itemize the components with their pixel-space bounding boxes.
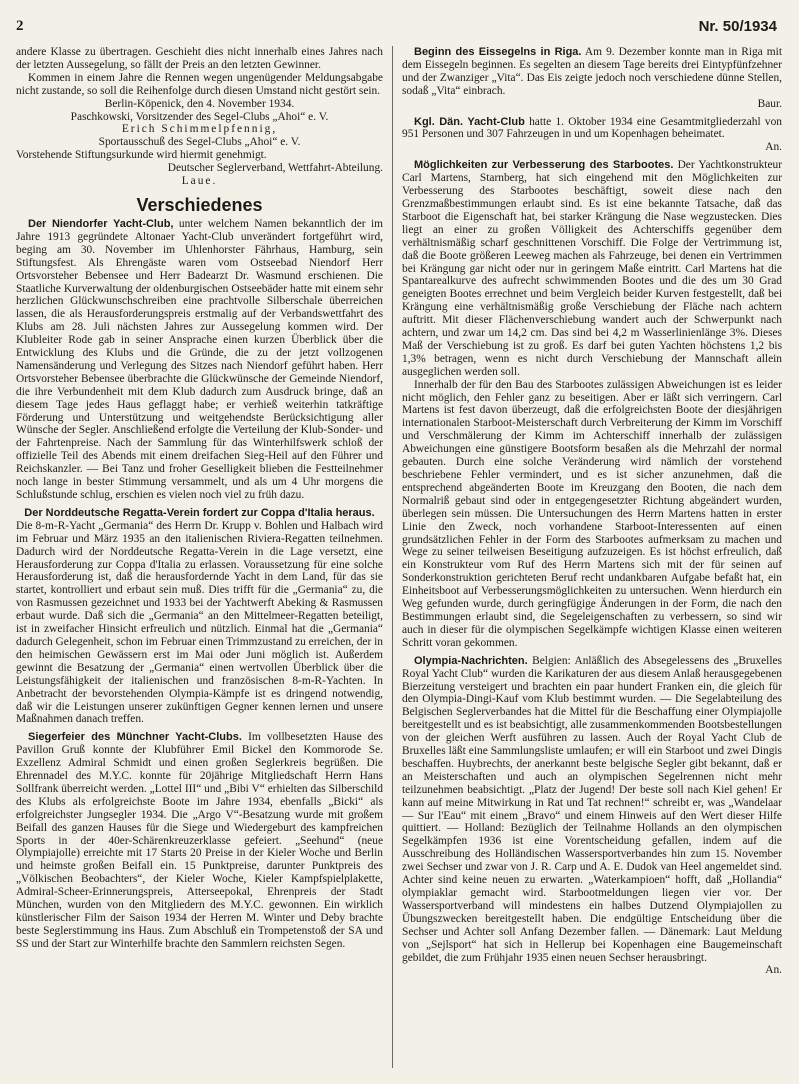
article-head-riga: Beginn des Eissegelns in Riga. bbox=[414, 46, 582, 58]
intro-paragraph-2: Kommen in einem Jahre die Rennen wegen ungenügender Meldungsabgabe nicht zustande, so soll die Reihenfolge durch diesen Umstand nicht gestört sein. bbox=[16, 71, 383, 97]
article-body-starboot-2: Innerhalb der für den Bau des Starbootes zulässigen Abweichungen ist es leider nicht möglich, den Fehler ganz zu beseitigen. Aber er läßt sich verringern. Carl Martens ist fest davon überzeugt, daß die erfolgreichsten Boote der diesjährigen internationalen Starboot-Meisterschaft durch Verbreiterung der Kimm im Vorschiff und Verschmälerung der Kimm im Achterschiff innerhalb der zulässigen Abweichungen eine günstigere Bootsform besaßen als die Mehrzahl der normal gebauten. Durch eine solche Veränderung wird nämlich der vorstehend beschriebene Fehler vermindert, und es ist sicher anzunehmen, daß die entsprechend abgeänderten Boote im Kreuzgang den Booten, die nach dem Normalriß gebaut sind oder in entgegengesetzter Richtung abgeändert wurden, überlegen sein müssen. Die Untersuchungen des Herrn Martens hatten in erster Linie den Zweck, noch vorhandene Starboot-Interessenten auf einen grundsätzlichen Fehler in der Form des Starbootes aufmerksam zu machen und Wege zu seiner teilweisen Beseitigung aufzuzeigen. Es ist höchst erfreulich, daß ein Konstrukteur vom Ruf des Herrn Martens sich mit der für seinen auf Sonderkonstruktion gerichteten Beruf recht undankbaren Aufgabe befaßt hat, ein Einheitsboot auf Verbesserungsmöglichkeiten zu untersuchen. Wenn hierdurch ein Weg gefunden wurde, durch geringfügige Änderungen in der Form, die nach den Bestimmungen erlaubt sind, die Segeleigenschaften zu verbessern, so sind wir auch in dieser für die olympischen Segelkämpfe wichtigen Klasse einen weiteren Schritt voran gekommen. bbox=[402, 378, 782, 649]
article-body-niendorf: unter welchem Namen bekanntlich der im Jahre 1913 gegründete Altonaer Yacht-Club unverändert fortgeführt wird, beging am 30. November im Uhlenhorster Fährhaus, Hamburg, sein Stiftungsfest. Als Ehrengäste waren vom Ostseebad Niendorf Herr Ortsvorsteher Bebensee und Herr Badearzt Dr. Wasmund erschienen. Die Staatliche Kurverwaltung der oldenburgischen Ostseebäder hatte mit einem sehr herzlichen Glückwunschschreiben eine prachtvolle Silberschale überreichen lassen, die als Herausforderungspreis erstmalig auf der Verbandswettfahrt des Klubs am 28. Juli nächsten Jahres zur Aussegelung kommen wird. Der Klubleiter Rode gab in seiner Ansprache einen kurzen Überblick über die Entwicklung des Klubs und die Gründe, die zu der jetzt vollzogenen Namensänderung und Verlegung des Sitzes nach Niendorf geführt haben. Herr Ortsvorsteher Bebensee überbrachte die Glückwünsche der Gemeinde Niendorf, die ihre Verbundenheit mit dem Klub dadurch zum Ausdruck bringe, daß an diesem Tage jedes Haus geflaggt habe; er verhieß weiterhin tatkräftige Förderung und Unterstützung und weitgehendste Berücksichtigung aller Wünsche der Segler. Anschließend erfolgte die Verteilung der Klub-Sonder- und der Fahrtenpreise. Nach der Sammlung für das Winterhilfswerk schloß der offizielle Teil des Abends mit einem dreifachen Sieg-Heil auf den Führer und Reichskanzler. — Bei Tanz und froher Geselligkeit blieben die Festteilnehmer noch lange in bester Stimmung versammelt, und als um 4 Uhr morgens die Schlußstunde schlug, erschien es vielen noch viel zu früh dazu. bbox=[16, 217, 383, 501]
article-head-kopenhagen: Kgl. Dän. Yacht-Club bbox=[414, 115, 525, 128]
intro-paragraph: andere Klasse zu übertragen. Geschieht dies nicht innerhalb eines Jahres nach der letzten Aussegelung, so fällt der Preis an den letzten Gewinner. bbox=[16, 46, 383, 71]
issue-number: Nr. 50/1934 bbox=[698, 18, 777, 35]
article-body-olympia: Belgien: Anläßlich des Absegelessens des „Bruxelles Royal Yacht Club“ wurden die Karikaturen der aus diesem Anlaß herausgegebenen Bierzeitung versteigert und brachten ein paar hundert Franken ein, die gleich für den Olympia-Dingi-Kauf vom Klub bestimmt wurden. — Die Segelabteilung des Belgischen Seglerverbandes hat die Mittel für die Beschaffung einer Olympiajolle bereitgestellt und es ist beabsichtigt, alle zusammenkommenden Bootsbestellungen von der gleichen Werft ausführen zu lassen. Auch der Royal Yacht Club de Bruxelles läßt eine Sammlungsliste umlaufen; er will ein Starboot und zwei Dingis beschaffen. Huybrechts, der anerkannt beste belgische Segler gibt bekannt, daß er an Meisterschaften und auch an olympischen Segelrennen nicht mehr teilzunehmen beabsichtigt. „Platz der Jugend! Der beste soll nach Kiel gehen! Er kann auf meine Mitwirkung in Rat und Tat rechnen!“ schreibt er, was „Wandelaar — Sur l'Eau“ mit einem „Bravo“ und einem Hinweis auf den Wert dieser Hilfe quittiert. — Holland: Bezüglich der Teilnahme Hollands an den olympischen Segelkämpfen 1936 ist eine Vorentscheidung gefallen, indem auf die Ausschreibung des Holländischen Wassersportverbandes hin zum 15. November zwei Sechser und zwar von J. R. Carp und A. E. Dudok van Heel angemeldet sind. Achter sind keine neuen zu erwarten. „Waterkampioen“ hofft, daß „Hollandia“ olympiaklar gemacht wird. Starbootmeldungen liegen vier vor. Der Wassersportverband will mindestens ein halbes Dutzend Olympiajollen zu Übungszwecken bereitgestellt haben. Die endgültige Entscheidung über die Sechser und Achter soll Anfang Dezember fallen. — Dänemark: Laut Meldung von „Sejlsport“ hat sich in Hellerup bei Kopenhagen eine Baugemeinschaft gebildet, die zum Frühjahr 1935 einen neuen Sechser herausbringt. bbox=[402, 654, 782, 964]
signature-an-1: An. bbox=[765, 141, 782, 154]
article-body-kopenhagen: hatte 1. Oktober 1934 eine Gesamtmitgliederzahl von 951 Personen und 307 Fahrzeugen in und um Kopenhagen beheimatet. bbox=[402, 115, 782, 141]
section-title: Verschiedenes bbox=[136, 194, 263, 215]
article-body-muenchen: Im vollbesetzten Hause des Pavillon Gruß konnte der Klubführer Emil Bickel den Kommorode Se. Exzellenz Admiral Schmidt und einen großen Seglerkreis begrüßen. Die Ehrennadel des M.Y.C. konnte für 20jährige Mitgliedschaft Herrn Hans Sollfrank überreicht werden. „Lottel III“ und „Bibi V“ erhielten das Silberschild des Klubs als erfolgreichste Boote im Jahre 1934, ebenfalls „Bicki“ als erfolgreichster Jungsegler 1934. Die „Argo V“-Besatzung wurde mit großem Beifall des ganzen Hauses für die Siege und Wiedergeburt des kampfreichen Sports in der 40er-Schärenkreuzerklasse gefeiert. „Seehund“ (neue Olympiajolle) erreichte mit 17 Starts 20 Preise in der Kieler Woche und Berlin und heimste großen Beifall ein. 15 Punktpreise, darunter Punktpreis des „Völkischen Beobachters“, der Kieler Woche, Kieler Kampfspielplakette, Admiral-Scheer-Erinnerungspreis, Atterseepokal, Ehrenpreis der Stadt München, wurden von den Mitgliedern des M.Y.C. gewonnen. Ein wirklich künstlerischer Film der Saison 1934 der Herren M. Winter und Deby brachte beste Seglerstimmung ins Haus. Zum Abschluß ein Trompetenstoß der SA und SS und der Start zur Winterhilfe brachte den Sammlern reichsten Segen. bbox=[16, 731, 383, 950]
signature-4: Deutscher Seglerverband, Wettfahrt-Abteilung. bbox=[167, 162, 383, 175]
left-column bbox=[16, 46, 383, 951]
page-number: 2 bbox=[16, 18, 24, 34]
signature-2: Erich Schimmelpfennig, bbox=[121, 123, 278, 136]
article-head-starboot: Möglichkeiten zur Verbesserung des Starbootes. bbox=[414, 159, 674, 172]
place-date: Berlin-Köpenick, den 4. November 1934. bbox=[104, 97, 295, 110]
article-head-niendorf: Der Niendorfer Yacht-Club, bbox=[28, 217, 174, 230]
article-head-olympia: Olympia-Nachrichten. bbox=[414, 654, 528, 667]
article-head-muenchen: Siegerfeier des Münchner Yacht-Clubs. bbox=[28, 731, 242, 744]
signature-3: Sportausschuß des Segel-Clubs „Ahoi“ e. V. bbox=[98, 136, 301, 149]
article-head-coppa: Der Norddeutsche Regatta-Verein fordert zur Coppa d'Italia heraus. bbox=[24, 506, 375, 519]
article-body-riga: Am 9. Dezember konnte man in Riga mit dem Eissegeln beginnen. Es segelten an diesem Tage bereits drei Eintypfünfzehner und der Zwanziger „Vita“. Das Eis zeigte jedoch noch verschiedene dünne Stellen, sodaß „Vita“ einbrach. bbox=[402, 46, 782, 97]
signature-5: Laue. bbox=[181, 175, 218, 188]
signature-baur: Baur. bbox=[757, 97, 782, 110]
signature-an-2: An. bbox=[765, 964, 782, 977]
approval-note: Vorstehende Stiftungsurkunde wird hiermit genehmigt. bbox=[16, 149, 267, 162]
article-body-starboot: Der Yachtkonstrukteur Carl Martens, Starnberg, hat sich eingehend mit den Möglichkeiten zur Verbesserung des Starbootes beschäftigt, soweit diese nach den Grenzmaßbestimmungen erlaubt sind. Es ist eine bekannte Tatsache, daß das Starboot die Eigenschaft hat, bei starker Krängung die Nase wegzustecken. Dies liegt an einer zu großen Völligkeit des Achterschiffs gegenüber dem verhältnismäßig scharf geschnittenen Vorschiff. Die Folge der Vertrimmung ist, daß die Boote größeren Leeweg machen als Fahrzeuge, bei denen ein Vertrimmen bei Krängung gar nicht oder nur in geringem Maße eintritt. Carl Martens hat die Spantarealkurve des aufrecht schwimmenden Bootes und die des um 30 Grad geneigten Bootes errechnet und beim Vergleich beider Kurven festgestellt, daß bei Krängung eine verhältnismäßig große Verschiebung der Fläche nach achtern auftritt. Mit dieser Flächenverschiebung wandert auch der Schwerpunkt nach achtern, und zwar um 14,2 cm. Das sind bei 4,2 m Wasserlinienlänge 3%. Dieses Maß der Verschiebung ist zu groß. Es darf bei guten Yachten höchstens 1,2 bis 1,3% betragen, wenn es nicht durch Verschiebung der Mannschaft allein ausgeglichen werden soll. bbox=[402, 159, 782, 378]
column-divider bbox=[392, 46, 393, 1068]
right-column bbox=[402, 46, 782, 977]
signature-1: Paschkowski, Vorsitzender des Segel-Clubs „Ahoi“ e. V. bbox=[70, 110, 329, 123]
article-body-coppa: Die 8-m-R-Yacht „Germania“ des Herrn Dr. Krupp v. Bohlen und Halbach wird im Februar und März 1935 an den italienischen Riviera-Regatten teilnehmen. Dadurch wird der Norddeutsche Regatta-Verein in die Lage versetzt, eine Herausforderung zur Coppa d'Italia zu erlassen. Voraussetzung für eine solche Herausforderung ist, daß die herausfordernde Yacht in dem Land, für das sie startet, kontrolliert und erbaut sein muß. Dies trifft für die „Germania“ zu, die von Rasmussen gezeichnet und 1933 bei der Yachtwerft Abeking & Rasmussen erbaut wurde. Daß sich die „Germania“ an den Mittelmeer-Regatten beteiligt, ist in zweifacher Hinsicht erfreulich und nützlich. Einmal hat die „Germania“ dadurch Gelegenheit, schon im Februar einen Trimmzustand zu erreichen, der in den heimischen Gewässern erst im Mai oder Juni möglich ist. Außerdem gewinnt die Besatzung der „Germania“ einen wertvollen Überblick über die Leistungsfähigkeit der italienischen und französischen 8-m-R-Yachten. In Anbetracht der bevorstehenden Olympia-Kämpfe ist es dringend notwendig, daß wir die Leistungen unserer zukünftigen Gegner kennen lernen und unsere Maßnahmen danach treffen. bbox=[16, 519, 383, 726]
